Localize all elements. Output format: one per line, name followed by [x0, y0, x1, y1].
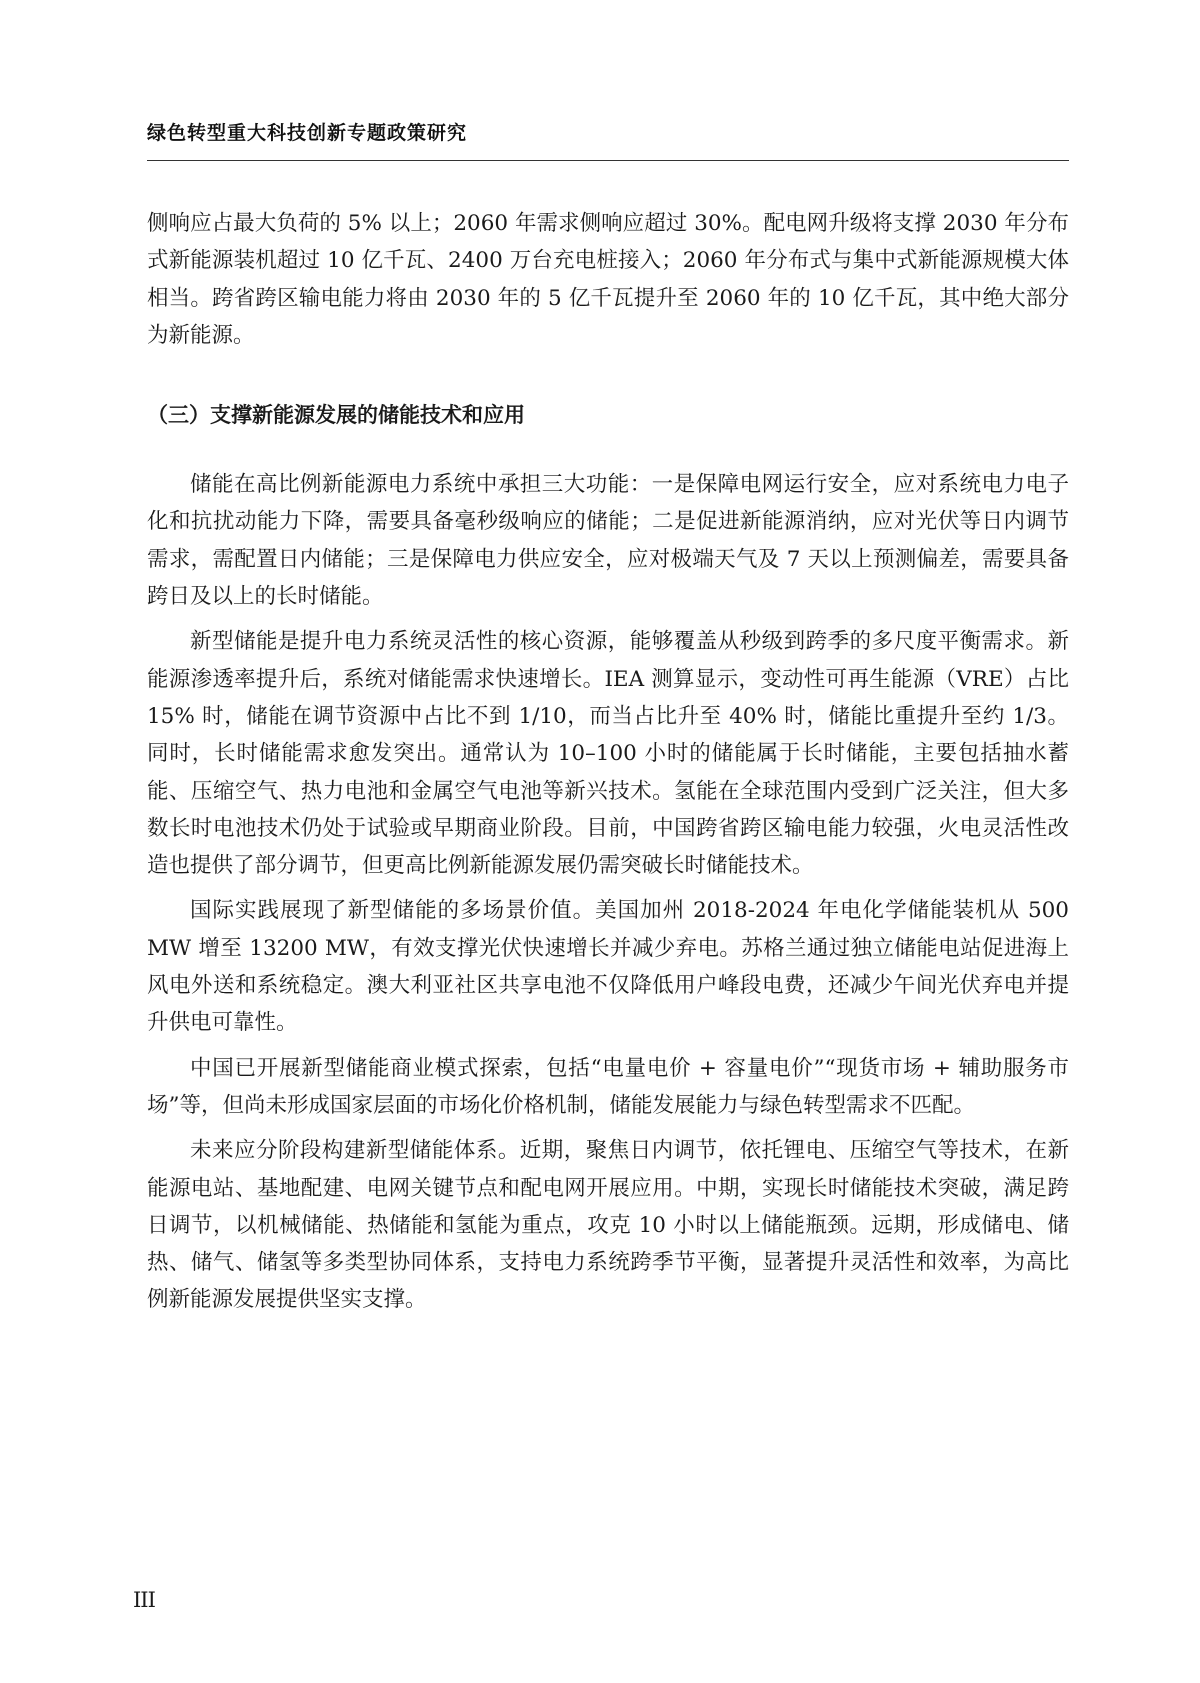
running-header: 绿色转型重大科技创新专题政策研究 [147, 122, 468, 144]
body-paragraph-5: 未来应分阶段构建新型储能体系。近期，聚焦日内调节，依托锂电、压缩空气等技术，在新能源电站、基地配建、电网关键节点和配电网开展应用。中期，实现长时储能技术突破，满足跨日调节，以机械储能、热储能和氢能为重点，攻克 10 小时以上储能瓶颈。远期，形成储电、储热、储气、储氢等多类型协同体系，支持电力系统跨季节平衡，显著提升灵活性和效率，为高比例新能源发展提供坚实支撑。 [147, 1138, 1069, 1313]
page-number: III [133, 1588, 155, 1612]
page-body [147, 205, 1069, 1327]
section-heading: （三）支撑新能源发展的储能技术和应用 [147, 403, 525, 428]
body-paragraph-1: 储能在高比例新能源电力系统中承担三大功能：一是保障电网运行安全，应对系统电力电子化和抗扰动能力下降，需要具备毫秒级响应的储能；二是促进新能源消纳，应对光伏等日内调节需求，需配置日内储能；三是保障电力供应安全，应对极端天气及 7 天以上预测偏差，需要具备跨日及以上的长时储能。 [147, 472, 1069, 610]
header-divider [147, 160, 1069, 161]
continued-paragraph: 侧响应占最大负荷的 5% 以上；2060 年需求侧响应超过 30%。配电网升级将支撑 2030 年分布式新能源装机超过 10 亿千瓦、2400 万台充电桩接入；2060 年分布式与集中式新能源规模大体相当。跨省跨区输电能力将由 2030 年的 5 亿千瓦提升至 2060 年的 10 亿千瓦，其中绝大部分为新能源。 [147, 211, 1069, 348]
body-paragraph-4: 中国已开展新型储能商业模式探索，包括“电量电价 + 容量电价”“现货市场 + 辅助服务市场”等，但尚未形成国家层面的市场化价格机制，储能发展能力与绿色转型需求不匹配。 [147, 1055, 1069, 1118]
body-paragraph-3: 国际实践展现了新型储能的多场景价值。美国加州 2018-2024 年电化学储能装机从 500 MW 增至 13200 MW，有效支撑光伏快速增长并减少弃电。苏格兰通过独立储能电站促进海上风电外送和系统稳定。澳大利亚社区共享电池不仅降低用户峰段电费，还减少午间光伏弃电并提升供电可靠性。 [147, 898, 1069, 1036]
body-paragraph-2: 新型储能是提升电力系统灵活性的核心资源，能够覆盖从秒级到跨季的多尺度平衡需求。新能源渗透率提升后，系统对储能需求快速增长。IEA 测算显示，变动性可再生能源（VRE）占比 15% 时，储能在调节资源中占比不到 1/10，而当占比升至 40% 时，储能比重提升至约 1/3。同时，长时储能需求愈发突出。通常认为 10–100 小时的储能属于长时储能，主要包括抽水蓄能、压缩空气、热力电池和金属空气电池等新兴技术。氢能在全球范围内受到广泛关注，但大多数长时电池技术仍处于试验或早期商业阶段。目前，中国跨省跨区输电能力较强，火电灵活性改造也提供了部分调节，但更高比例新能源发展仍需突破长时储能技术。 [147, 629, 1069, 879]
